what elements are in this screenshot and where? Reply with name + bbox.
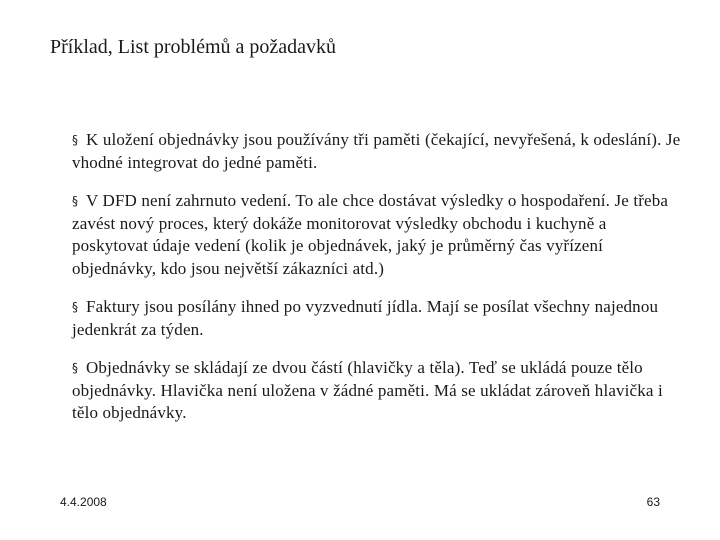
bullet-list: [72, 129, 682, 441]
section-sign-bullet-icon: §: [72, 300, 79, 314]
bullet-text: Objednávky se skládají ze dvou částí (hlavičky a těla). Teď se ukládá pouze tělo objednávky. Hlavička není uložena v žádné paměti. Má se ukládat zároveň hlavička i tělo objednávky.: [72, 358, 663, 422]
bullet-item-storage: [72, 129, 682, 174]
bullet-item-invoices: [72, 296, 682, 341]
slide-title: Příklad, List problémů a požadavků: [50, 36, 337, 58]
section-sign-bullet-icon: §: [72, 194, 79, 208]
bullet-item-management: [72, 190, 682, 280]
footer-date: 4.4.2008: [60, 495, 107, 509]
section-sign-bullet-icon: §: [72, 133, 79, 147]
bullet-text: V DFD není zahrnuto vedení. To ale chce dostávat výsledky o hospodaření. Je třeba zavést nový proces, který dokáže monitorovat výsledky obchodu i kuchyně a poskytovat údaje vedení (kolik je objednávek, jaký je průměrný čas vyřízení objednávky, kdo jsou největší zákazníci atd.): [72, 191, 669, 278]
bullet-text: K uložení objednávky jsou používány tři paměti (čekající, nevyřešená, k odeslání). Je vhodné integrovat do jedné paměti.: [72, 130, 681, 172]
section-sign-bullet-icon: §: [72, 361, 79, 375]
page-number: 63: [646, 495, 660, 509]
bullet-text: Faktury jsou posílány ihned po vyzvednutí jídla. Mají se posílat všechny najednou jedenkrát za týden.: [72, 297, 659, 339]
bullet-item-orders: [72, 357, 682, 425]
